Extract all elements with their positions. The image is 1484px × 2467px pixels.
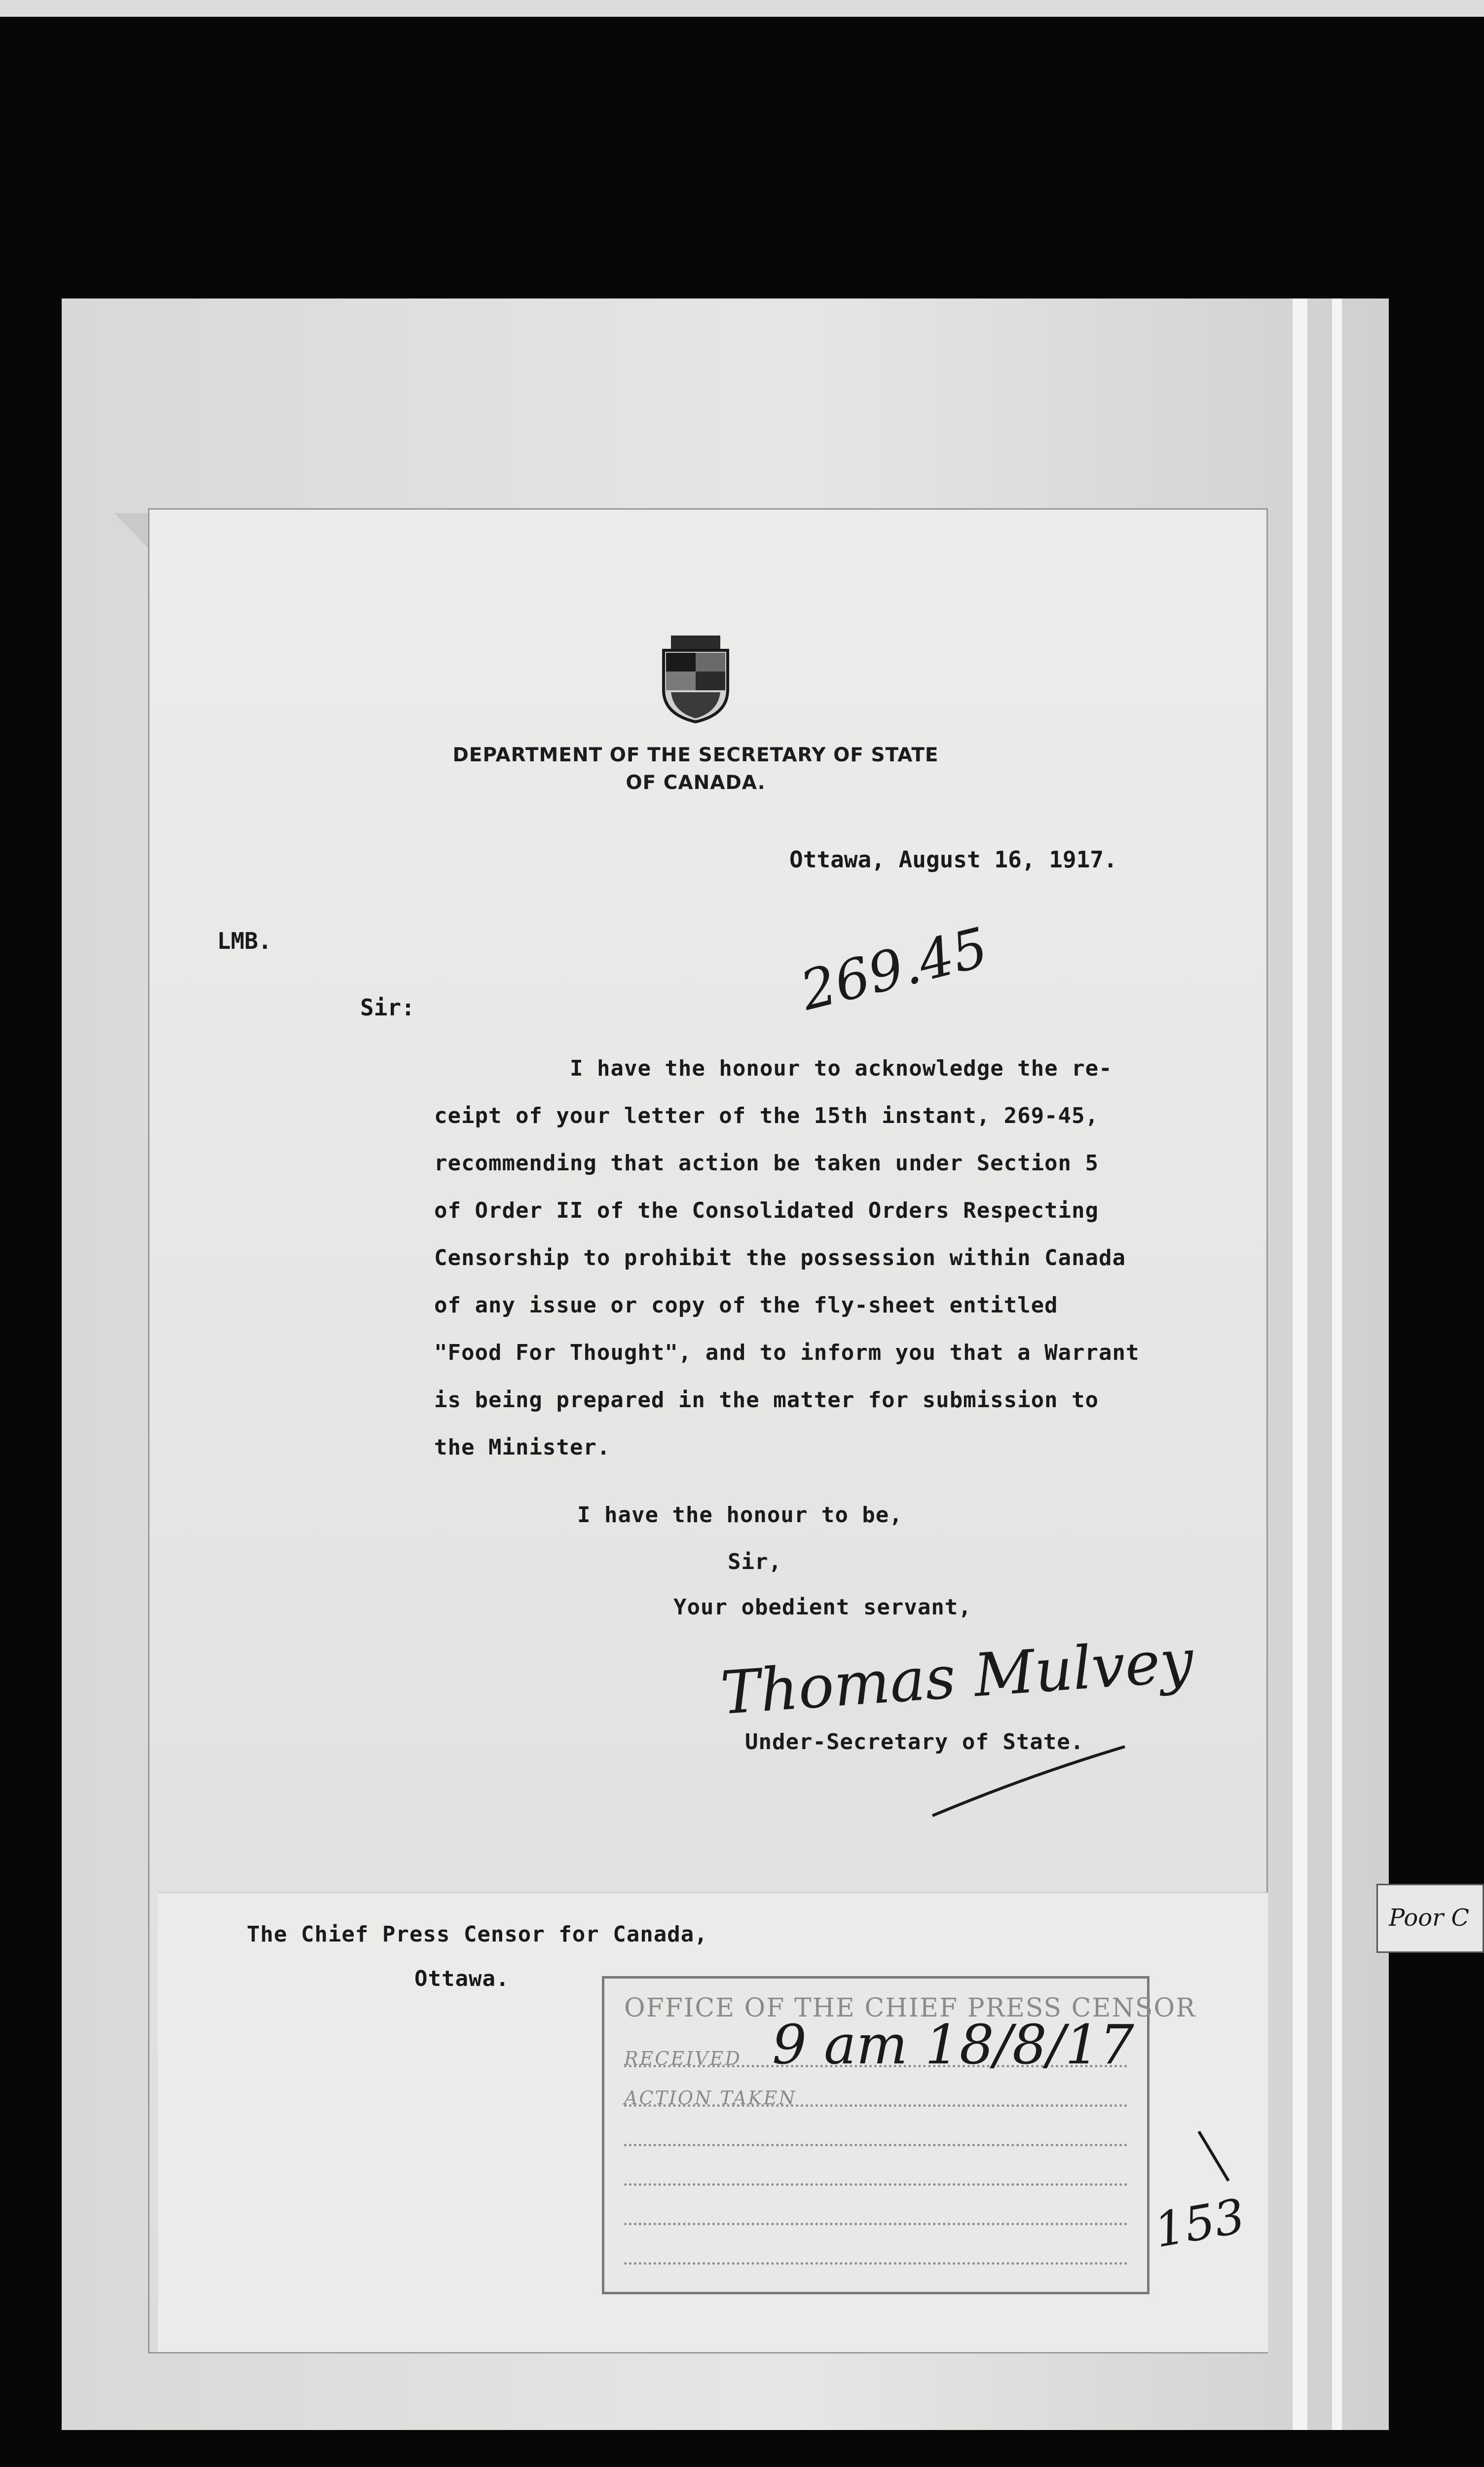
margin-tick-mark xyxy=(1194,2127,1233,2186)
stamp-dotted-line xyxy=(624,2144,1127,2146)
received-stamp xyxy=(602,1976,1196,2294)
recipient-line: The Chief Press Censor for Canada, xyxy=(247,1922,708,1947)
closing-line: I have the honour to be, xyxy=(577,1502,903,1528)
stamp-action-label: ACTION TAKEN xyxy=(624,2087,797,2109)
closing-line: Sir, xyxy=(728,1549,782,1574)
body-line: the Minister. xyxy=(434,1435,611,1460)
closing-line: Your obedient servant, xyxy=(673,1595,972,1620)
margin-note: 153 xyxy=(1150,2188,1249,2259)
coat-of-arms-crest xyxy=(656,631,735,724)
film-top-strip xyxy=(0,0,1484,17)
recipient-line: Ottawa. xyxy=(414,1966,510,1991)
stamp-received-handwriting: 9 am 18/8/17 xyxy=(772,2013,1134,2076)
stamp-dotted-line xyxy=(624,2223,1127,2225)
letter-reference: LMB. xyxy=(217,928,272,954)
handwritten-file-number: 269.45 xyxy=(794,915,994,1023)
body-line: "Food For Thought", and to inform you that a Warrant xyxy=(434,1340,1140,1365)
sheet-edge xyxy=(1332,299,1342,2430)
body-line: ceipt of your letter of the 15th instant, 269-45, xyxy=(434,1103,1099,1128)
stamp-received-label: RECEIVED xyxy=(624,2048,742,2069)
side-tab-text: Poor C xyxy=(1389,1904,1470,1932)
stamp-dotted-line xyxy=(624,2104,1127,2107)
stamp-title: OFFICE OF THE CHIEF PRESS CENSOR xyxy=(624,1993,1196,2023)
letter-date: Ottawa, August 16, 1917. xyxy=(789,846,1117,873)
body-line: recommending that action be taken under Section 5 xyxy=(434,1151,1099,1176)
signer-title: Under-Secretary of State. xyxy=(745,1729,1084,1755)
stamp-dotted-line xyxy=(624,2183,1127,2186)
side-tab-note xyxy=(1376,1884,1484,1953)
signature: Thomas Mulvey xyxy=(718,1626,1196,1728)
department-line: DEPARTMENT OF THE SECRETARY OF STATE xyxy=(452,744,939,766)
sheet-edge xyxy=(1293,299,1307,2430)
body-line: I have the honour to acknowledge the re- xyxy=(570,1056,1113,1081)
salutation: Sir: xyxy=(360,994,415,1021)
department-heading xyxy=(444,742,947,797)
body-line: of Order II of the Consolidated Orders Respecting xyxy=(434,1198,1099,1223)
body-line: Censorship to prohibit the possession within Canada xyxy=(434,1245,1126,1271)
body-line: of any issue or copy of the fly-sheet entitled xyxy=(434,1293,1058,1318)
body-line: is being prepared in the matter for submission to xyxy=(434,1387,1099,1413)
stamp-dotted-line xyxy=(624,2262,1127,2265)
department-line: OF CANADA. xyxy=(626,772,766,794)
